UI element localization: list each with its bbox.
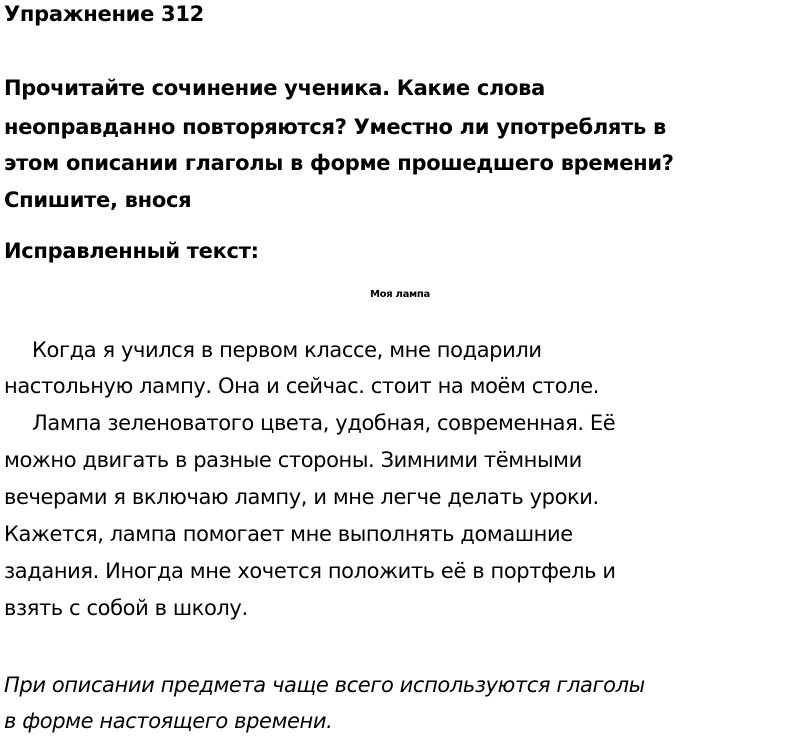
essay-line: можно двигать в разные стороны. Зимними тёмными: [4, 448, 582, 472]
task-line: этом описании глаголы в форме прошедшего времени?: [4, 151, 674, 175]
essay-line: настольную лампу. Она и сейчас. стоит на моём столе.: [4, 374, 600, 398]
essay-line: Кажется, лампа помогает мне выполнять домашние: [4, 522, 573, 546]
essay-title: Моя лампа: [370, 289, 430, 300]
corrected-text-label: Исправленный текст:: [4, 239, 259, 263]
note-line: в форме настоящего времени.: [4, 709, 333, 733]
essay-line: Лампа зеленоватого цвета, удобная, современная. Её: [32, 411, 616, 435]
essay-line: Когда я учился в первом классе, мне подарили: [32, 338, 542, 362]
task-line: неоправданно повторяются? Уместно ли употреблять в: [4, 115, 666, 139]
essay-line: взять с собой в школу.: [4, 596, 248, 620]
task-line: Спишите, внося: [4, 188, 192, 212]
task-line: Прочитайте сочинение ученика. Какие слова: [4, 76, 546, 100]
essay-line: задания. Иногда мне хочется положить её в портфель и: [4, 559, 616, 583]
exercise-title: Упражнение 312: [4, 2, 204, 26]
essay-line: вечерами я включаю лампу, и мне легче делать уроки.: [4, 485, 599, 509]
note-line: При описании предмета чаще всего используются глаголы: [4, 673, 645, 697]
